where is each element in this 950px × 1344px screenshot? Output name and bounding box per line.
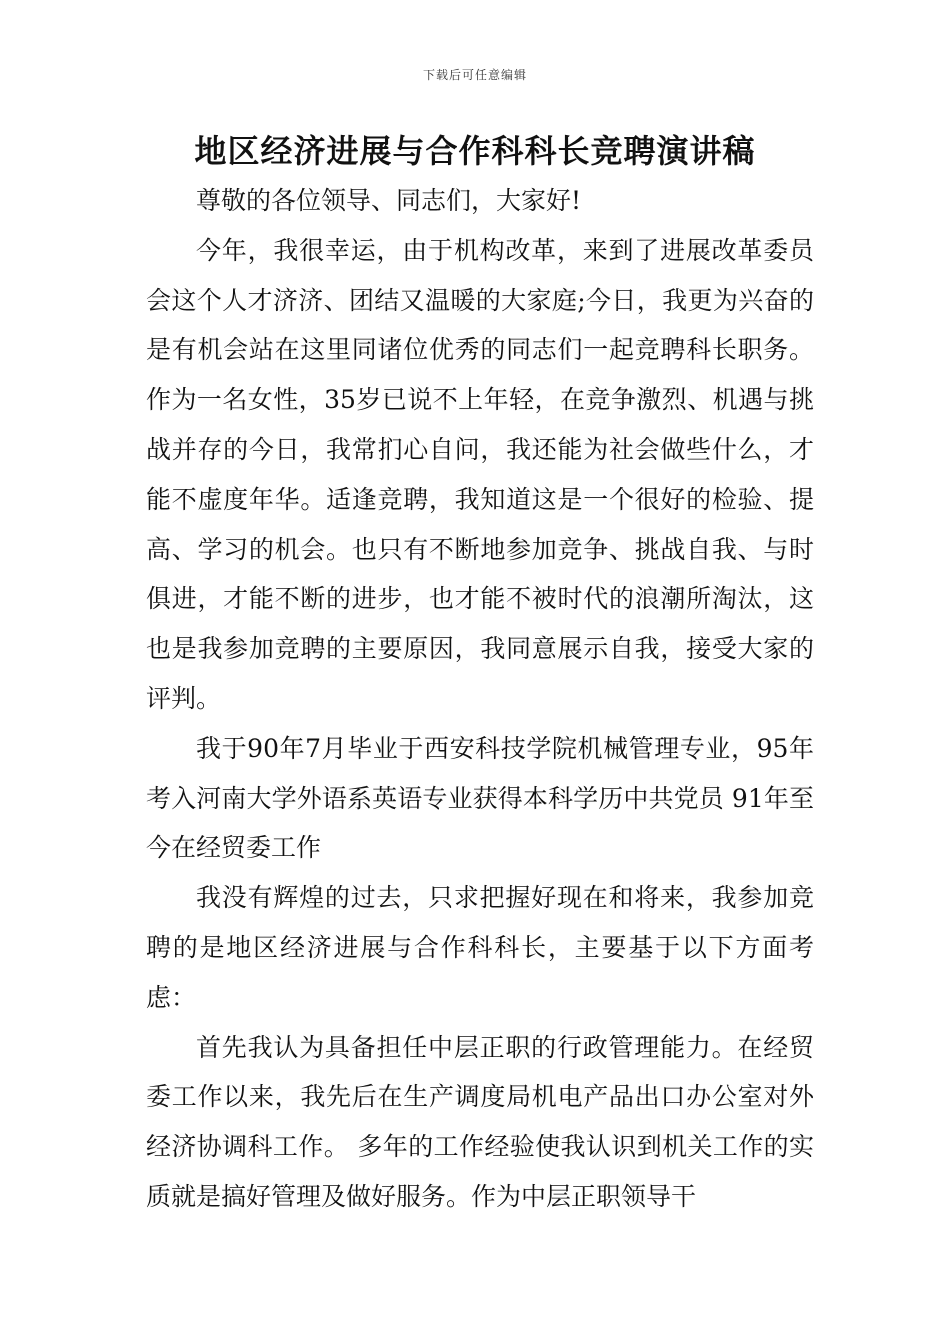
paragraph-greeting: 尊敬的各位领导、同志们，大家好! [196,186,582,215]
paragraph: 我没有辉煌的过去，只求把握好现在和将来，我参加竞聘的是地区经济进展与合作科科长，主要基于以下方面考虑： [146,883,814,1012]
document-title: 地区经济进展与合作科科长竞聘演讲稿 [194,132,756,170]
paragraph: 我于90年7月毕业于西安科技学院机械管理专业，95年考入河南大学外语系英语专业获得本科学历中共党员 91年至今在经贸委工作 [146,733,814,863]
header-note: 下载后可任意编辑 [422,68,527,82]
paragraph: 今年，我很幸运，由于机构改革，来到了进展改革委员会这个人才济济、团结又温暖的大家庭;今日，我更为兴奋的是有机会站在这里同诸位优秀的同志们一起竞聘科长职务。作为一名女性，35岁已说不上年轻，在竞争激烈、机遇与挑战并存的今日，我常扪心自问，我还能为社会做些什么，才能不虚度年华。适逢竞聘，我知道这是一个很好的检验、提高、学习的机会。也只有不断地参加竞争、挑战自我、与时俱进，才能不断的进步，也才能不被时代的浪潮所淘汰，这也是我参加竞聘的主要原因，我同意展示自我，接受大家的评判。 [146,235,814,713]
document-body [146,176,814,1222]
paragraph: 首先我认为具备担任中层正职的行政管理能力。在经贸委工作以来，我先后在生产调度局机电产品出口办公室对外经济协调科工作。 多年的工作经验使我认识到机关工作的实质就是搞好管理及做好服务。作为中层正职领导干 [146,1032,814,1211]
